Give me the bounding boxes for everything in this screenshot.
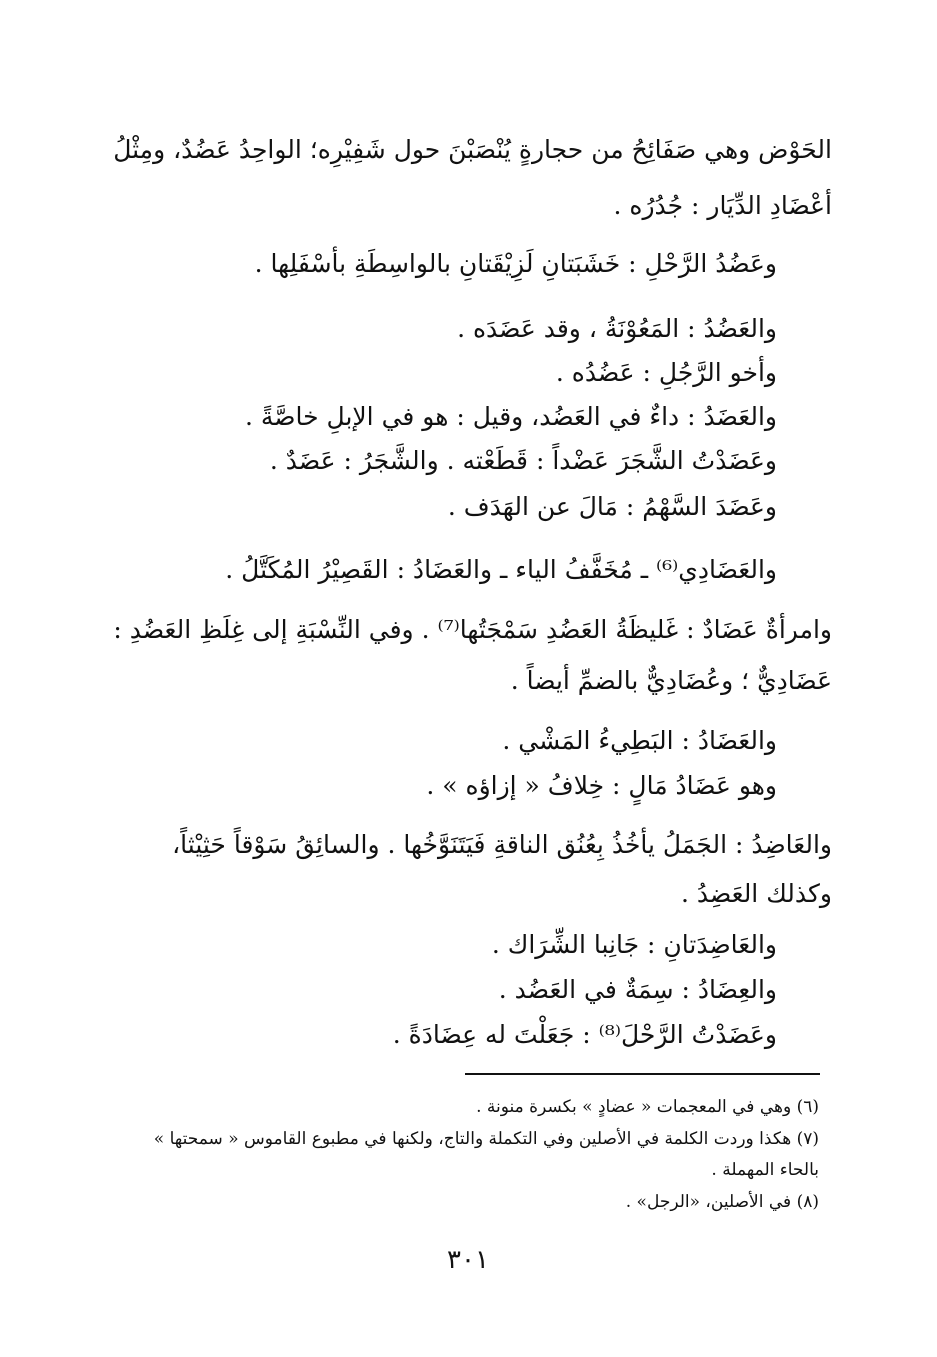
footnote-divider: [465, 1073, 820, 1075]
text-line: والعَاضِدَتانِ : جَانِبا الشِّرَاك .: [491, 930, 777, 959]
text-line: والعَاضِدُ : الجَمَلُ يأخُذُ بِعُنُق الناقةِ فَيَتَنَوَّخُها . والسائِقُ سَوْقاً حَثِيْثاً،: [172, 830, 832, 859]
text-line: والعَضُدُ : المَعُوْنَةُ ، وقد عَضَدَه .: [457, 314, 777, 343]
footnote-line: بالحاء المهملة .: [711, 1160, 819, 1180]
text-line: عَضَادِيٌّ ؛ وعُضَادِيٌّ بالضمِّ أيضاً .: [510, 666, 832, 695]
text-line: الحَوْض وهي صَفَائِحُ من حجارةٍ يُنْصَبْنَ حول شَفِيْرِه؛ الواحِدُ عَضُدٌ، ومِثْلُ: [113, 135, 832, 164]
text-line: وعَضُدُ الرَّحْلِ : خَشَبَتانِ لَزِيْقَتانِ بالواسِطَةِ بأسْفَلِها .: [254, 249, 777, 278]
text-line: وعَضَدْتُ الرَّحْلَ⁽⁸⁾ : جَعَلْتَ له عِضَادَةً .: [392, 1020, 777, 1049]
text-line: وأخو الرَّجُلِ : عَضُدُه .: [555, 358, 777, 387]
text-line: وعَضَدَ السَّهْمُ : مَالَ عن الهَدَف .: [447, 492, 777, 521]
text-line: وامرأةٌ عَضَادٌ : غَليظَةُ العَضُدِ سَمْجَتُها⁽⁷⁾ . وفي النِّسْبَةِ إلى غِلَظِ العَضُدِ :: [113, 615, 832, 644]
page-number: ٣٠١: [447, 1245, 489, 1275]
text-line: والعِضَادُ : سِمَةٌ في العَضُد .: [498, 975, 777, 1004]
text-line: أعْضَادِ الدِّيَار : جُدُرُه .: [613, 191, 832, 220]
text-line: وهو عَضَادُ مَالٍ : خِلافُ « إزاؤه » .: [426, 771, 777, 800]
text-line: والعَضَادُ : البَطِيءُ المَشْي .: [502, 726, 777, 755]
footnote-line: (٦) وهي في المعجمات « عضادٍ » بكسرة منونة .: [476, 1097, 819, 1117]
text-line: وكذلك العَضِدُ .: [680, 879, 832, 908]
text-line: والعَضَادِي⁽⁶⁾ ـ مُخَفَّفُ الياء ـ والعَضَادُ : القَصِيْرُ المُكَتَّلُ .: [225, 555, 777, 584]
text-line: وعَضَدْتُ الشَّجَرَ عَضْداً : قَطَعْته . والشَّجَرُ : عَضَدٌ .: [269, 446, 777, 475]
text-line: والعَضَدُ : داءٌ في العَضُد، وقيل : هو في الإبلِ خاصَّةً .: [244, 402, 777, 431]
footnote-line: (٨) في الأصلين، «الرجل» .: [625, 1192, 819, 1212]
footnote-line: (٧) هكذا وردت الكلمة في الأصلين وفي التكملة والتاج، ولكنها في مطبوع القاموس « سمحتها »: [153, 1129, 819, 1149]
